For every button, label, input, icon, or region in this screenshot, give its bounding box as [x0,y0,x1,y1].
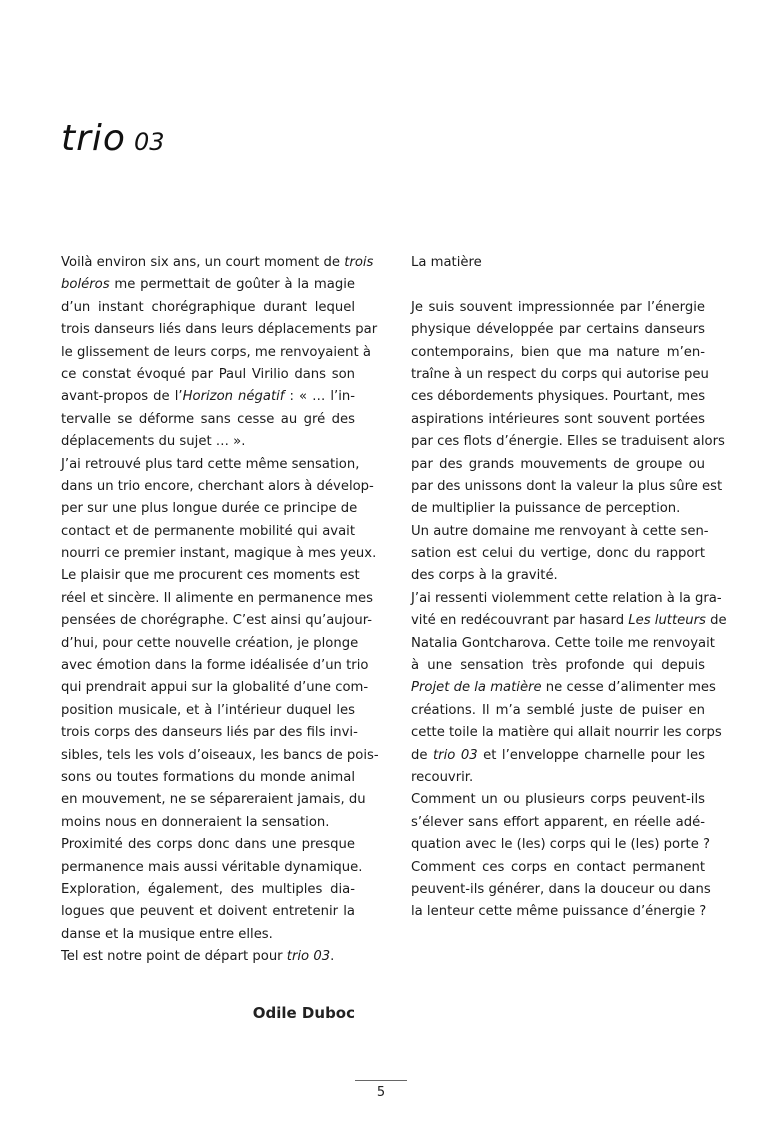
text-line: qui prendrait appui sur la globalité d’une com- [61,680,369,696]
text-line: pensées de chorégraphe. C’est ainsi qu’aujour- [61,613,373,629]
text-line: J’ai ressenti violemment cette relation à la gra- [411,590,722,606]
right-column [411,252,727,924]
text-line: trois corps des danseurs liés par des fils invi- [61,725,358,741]
text-line: dans un trio encore, cherchant alors à dévelop- [61,478,374,494]
text-line: J’ai retrouvé plus tard cette même sensation, [61,456,360,472]
author-signature: Odile Duboc [252,1004,355,1022]
text-line: contemporains, bien que ma nature m’en- [411,344,705,360]
text-line: Le plaisir que me procurent ces moments est [61,568,360,584]
section-heading: La matière [411,255,482,270]
text-line: en mouvement, ne se sépareraient jamais, du [61,792,366,808]
text-line: logues que peuvent et doivent entretenir la [61,904,355,920]
text-line: déplacements du sujet … ». [61,434,246,450]
text-line: avec émotion dans la forme idéalisée d’un trio [61,658,369,674]
text-line: des corps à la gravité. [411,568,558,584]
text-line: Exploration, également, des multiples dia- [61,881,355,897]
footer-rule [355,1080,407,1081]
text-line: per sur une plus longue durée ce principe de [61,501,358,517]
text-line: position musicale, et à l’intérieur duquel les [61,702,355,718]
text-line: Tel est notre point de départ pour trio 03. [61,949,335,965]
text-line: d’hui, pour cette nouvelle création, je plonge [61,635,359,651]
text-line: trois danseurs liés dans leurs déplacements par [61,322,378,338]
left-column [61,252,379,969]
page-title [61,118,165,159]
text-line: Un autre domaine me renvoyant à cette sen- [411,523,709,539]
text-line: traîne à un respect du corps qui autorise peu [411,366,709,382]
text-line: danse et la musique entre elles. [61,926,273,942]
text-line: physique développée par certains danseurs [411,322,705,338]
text-line: Comment ces corps en contact permanent [411,859,705,875]
text-line: ces débordements physiques. Pourtant, mes [411,389,706,405]
text-line: peuvent-ils générer, dans la douceur ou dans [411,881,711,897]
text-line: sons ou toutes formations du monde animal [61,769,355,785]
text-line: Voilà environ six ans, un court moment de trois [61,255,374,270]
text-line: cette toile la matière qui allait nourrir les corps [411,725,722,741]
text-line: créations. Il m’a semblé juste de puiser en [411,702,705,718]
text-line: par des unissons dont la valeur la plus sûre est [411,478,723,494]
spacer [411,274,705,296]
text-line: s’élever sans effort apparent, en réelle adé- [411,814,705,830]
text-line: aspirations intérieures sont souvent portées [411,411,705,427]
text-line: la lenteur cette même puissance d’énergie ? [411,904,707,920]
text-line: permanence mais aussi véritable dynamique. [61,859,363,875]
text-line: Natalia Gontcharova. Cette toile me renvoyait [411,635,715,651]
text-line: tervalle se déforme sans cesse au gré des [61,411,355,427]
text-line: le glissement de leurs corps, me renvoyaient à [61,344,371,360]
text-line: par ces flots d’énergie. Elles se traduisent alors [411,434,725,450]
text-line: d’un instant chorégraphique durant lequel [61,299,355,315]
text-line: contact et de permanente mobilité qui avait [61,523,355,539]
text-line: boléros me permettait de goûter à la magie [61,277,355,293]
text-line: recouvrir. [411,769,474,785]
text-line: ce constat évoqué par Paul Virilio dans son [61,366,355,382]
text-line: quation avec le (les) corps qui le (les) porte ? [411,837,710,853]
text-line: par des grands mouvements de groupe ou [411,456,705,472]
title-main: trio [61,118,126,159]
text-line: de multiplier la puissance de perception. [411,501,681,517]
text-line: réel et sincère. Il alimente en permanence mes [61,590,374,606]
text-line: Je suis souvent impressionnée par l’énergie [411,299,705,315]
text-line: Projet de la matière ne cesse d’alimenter mes [411,680,716,696]
text-line: sibles, tels les vols d’oiseaux, les bancs de pois- [61,747,379,763]
text-line: Comment un ou plusieurs corps peuvent-ils [411,792,705,808]
text-line: moins nous en donneraient la sensation. [61,814,330,830]
title-number: 03 [133,128,165,156]
page-number: 5 [376,1085,386,1100]
text-line: avant-propos de l’Horizon négatif : « … l’in- [61,389,355,405]
text-line: à une sensation très profonde qui depuis [411,658,705,674]
text-line: vité en redécouvrant par hasard Les lutteurs de [411,613,727,629]
text-line: Proximité des corps donc dans une presque [61,837,355,853]
text-line: de trio 03 et l’enveloppe charnelle pour les [411,747,705,763]
text-line: sation est celui du vertige, donc du rapport [411,546,705,562]
text-line: nourri ce premier instant, magique à mes yeux. [61,546,377,562]
